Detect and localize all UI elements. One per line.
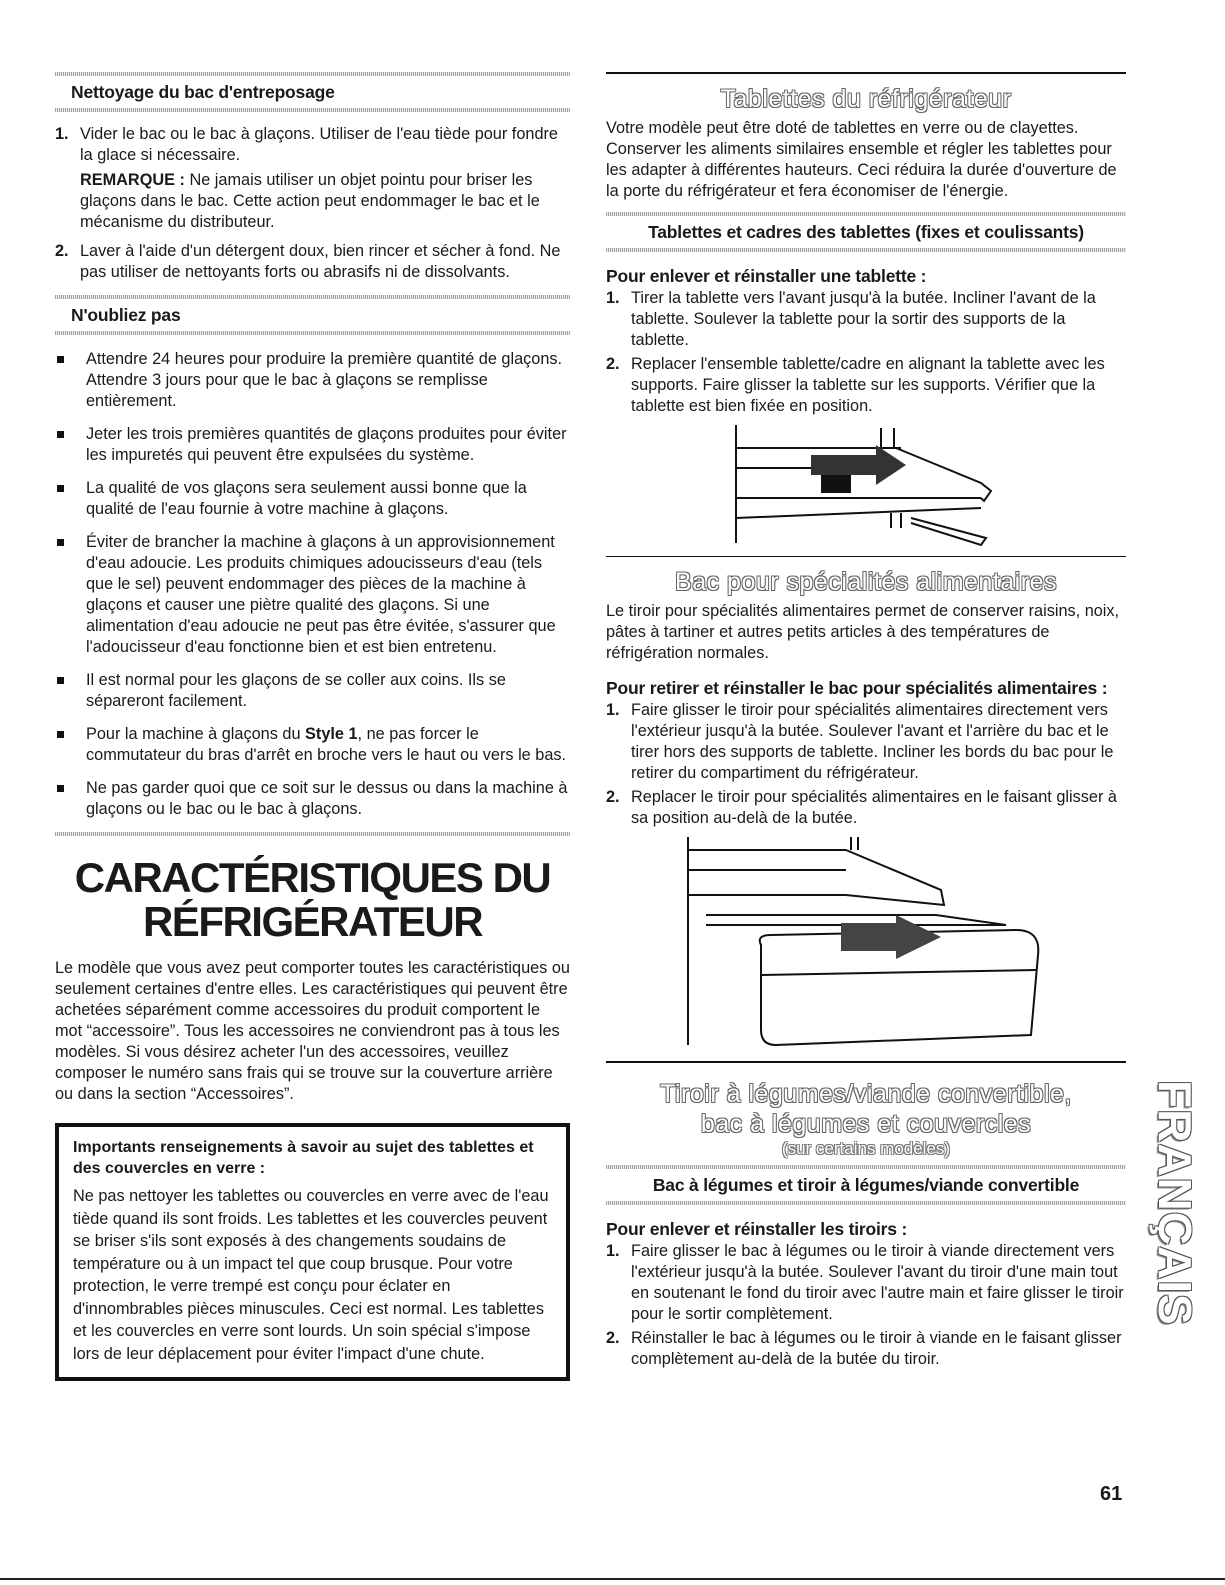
specialty-drawer-illustration	[676, 835, 1056, 1055]
box-heading: Importants renseignements à savoir au sujet des tablettes et des couvercles en verre :	[73, 1139, 534, 1177]
section-title-note: (sur certains modèles)	[781, 1138, 951, 1158]
list-item: Ne pas garder quoi que ce soit sur le dessus ou dans la machine à glaçons ou le bac ou le bac à glaçons.	[55, 778, 570, 820]
section-heading-shelves: Tablettes et cadres des tablettes (fixes et coulissants)	[648, 221, 1084, 242]
dotted-rule	[55, 832, 570, 836]
page-title: CARACTÉRISTIQUES DU RÉFRIGÉRATEUR	[74, 854, 551, 945]
dotted-rule	[606, 212, 1126, 216]
section-heading-clean: Nettoyage du bac d'entreposage	[71, 82, 335, 102]
glass-warning-box	[55, 1123, 570, 1381]
right-column	[606, 72, 1126, 1373]
section-heading-crisper: Bac à légumes et tiroir à légumes/viande convertible	[652, 1174, 1080, 1195]
shelf-illustration	[726, 423, 1006, 548]
crisper-steps	[606, 1241, 1126, 1370]
left-column	[55, 72, 570, 1381]
dotted-rule	[606, 248, 1126, 252]
howto-heading: Pour retirer et réinstaller le bac pour spécialités alimentaires :	[606, 678, 1108, 698]
shelf-steps	[606, 288, 1126, 417]
clean-steps	[55, 124, 570, 283]
list-item: Attendre 24 heures pour produire la première quantité de glaçons. Attendre 3 jours pour que le bac à glaçons se remplisse entièrement.	[55, 349, 570, 412]
section-title-shelves: Tablettes du réfrigérateur	[720, 84, 1012, 113]
box-text: Ne pas nettoyer les tablettes ou couvercles en verre avec de l'eau tiède quand ils sont froids. Les tablettes et les couvercles peuvent se briser s'ils sont exposés à des changements soudains de température ou à un impact tel que coup brusque. Pour votre protection, le verre trempé est conçu pour éclater en d'innombrables pièces minuscules. Ceci est normal. Les tablettes et les couvercles en verre sont lourds. Un soin spécial s'impose lors de leur déplacement pour éviter l'impact d'une chute.	[73, 1187, 549, 1363]
page-number: 61	[1100, 1483, 1123, 1505]
list-item: 1. Vider le bac ou le bac à glaçons. Utiliser de l'eau tiède pour fondre la glace si nécessaire. REMARQUE : Ne jamais utiliser un objet pointu pour briser les glaçons dans le bac. Cette action peut endommager le bac et le mécanisme du distributeur.	[55, 124, 570, 233]
shelves-intro: Votre modèle peut être doté de tablettes en verre ou de clayettes. Conserver les aliments similaires ensemble et régler les tablettes pour les adapter à différentes hauteurs. Ceci réduira la durée d'ouverture de la porte du réfrigérateur et fera économiser de l'énergie.	[606, 118, 1117, 200]
list-item: 1. Faire glisser le bac à légumes ou le tiroir à viande directement vers l'extérieur jusqu'à la butée. Soulever l'avant du tiroir d'une main tout en soutenant le fond du tiroir avec l'autre main et faire glisser le tiroir pour le sortir complètement.	[606, 1241, 1124, 1323]
list-item: 2. Replacer le tiroir pour spécialités alimentaires en le faisant glisser à sa position au-delà de la butée.	[606, 788, 1117, 827]
dotted-rule	[55, 108, 570, 112]
list-item: Jeter les trois premières quantités de glaçons produites pour éviter les impuretés qui peuvent être expulsées du système.	[55, 424, 570, 466]
dotted-rule	[55, 295, 570, 299]
specialty-steps	[606, 700, 1126, 829]
bottom-rule	[0, 1578, 1225, 1580]
remember-list	[55, 349, 570, 820]
list-item: Pour la machine à glaçons du Style 1, ne pas forcer le commutateur du bras d'arrêt en broche vers le haut ou vers le bas.	[55, 724, 570, 766]
rule	[606, 72, 1126, 74]
language-side-tab: FRANÇAIS	[1149, 1080, 1201, 1326]
rule	[606, 1061, 1126, 1063]
howto-heading: Pour enlever et réinstaller une tablette :	[606, 265, 927, 286]
list-item: 2. Réinstaller le bac à légumes ou le tiroir à viande en le faisant glisser complètement au-delà de la butée du tiroir.	[606, 1328, 1122, 1368]
list-item: Éviter de brancher la machine à glaçons à un approvisionnement d'eau adoucie. Les produits chimiques adoucisseurs d'eau (tels que le sel) peuvent endommager des pièces de la machine à glaçons et causer une piètre qualité des glaçons. Si une alimentation d'eau adoucie ne peut pas être évitée, s'assurer que l'adoucisseur d'eau fonctionne bien et est bien entretenu.	[55, 532, 570, 658]
list-item: Il est normal pour les glaçons de se coller aux coins. Ils se sépareront facilement.	[55, 670, 570, 712]
list-item: La qualité de vos glaçons sera seulement aussi bonne que la qualité de l'eau fournie à votre machine à glaçons.	[55, 478, 570, 520]
section-title-crisper: Tiroir à légumes/viande convertible, bac à légumes et couvercles	[660, 1079, 1072, 1138]
list-item: 1. Tirer la tablette vers l'avant jusqu'à la butée. Incliner l'avant de la tablette. Soulever la tablette pour la sortir des supports de la tablette.	[606, 288, 1096, 349]
dotted-rule	[606, 1201, 1126, 1205]
dotted-rule	[55, 72, 570, 76]
list-item: 2. Replacer l'ensemble tablette/cadre en alignant la tablette avec les supports. Faire glisser la tablette sur les supports. Vérifier que la tablette est bien fixée en position.	[606, 354, 1105, 415]
specialty-intro: Le tiroir pour spécialités alimentaires permet de conserver raisins, noix, pâtes à tartiner et autres petits articles à des températures de réfrigération normales.	[606, 602, 1120, 662]
section-title-specialty: Bac pour spécialités alimentaires	[675, 568, 1057, 596]
dotted-rule	[55, 331, 570, 335]
features-intro: Le modèle que vous avez peut comporter toutes les caractéristiques ou seulement certaines d'entre elles. Les caractéristiques qui peuvent être achetées séparément comme accessoires du produit comportent le mot “accessoire”. Tous les accessoires ne conviendront pas à tous les modèles. Si vous désirez acheter l'un des accessoires, veuillez composer le numéro sans frais qui se trouve sur la couverture arrière ou dans la section “Accessoires”.	[55, 959, 570, 1103]
howto-heading: Pour enlever et réinstaller les tiroirs :	[606, 1218, 908, 1239]
list-item: 2. Laver à l'aide d'un détergent doux, bien rincer et sécher à fond. Ne pas utiliser de nettoyants forts ou abrasifs ni de dissolvants.	[55, 242, 561, 281]
list-item: 1. Faire glisser le tiroir pour spécialités alimentaires directement vers l'extérieur jusqu'à la butée. Soulever l'avant et l'arrière du bac et le tirer hors des supports de tablette. Incliner les bords du bac pour le retirer du compartiment du réfrigérateur.	[606, 701, 1114, 782]
rule	[606, 556, 1126, 558]
dotted-rule	[606, 1165, 1126, 1169]
section-heading-remember: N'oubliez pas	[71, 305, 181, 325]
remark: REMARQUE : Ne jamais utiliser un objet pointu pour briser les glaçons dans le bac. Cette action peut endommager le bac et le mécanisme du distributeur.	[80, 171, 540, 231]
